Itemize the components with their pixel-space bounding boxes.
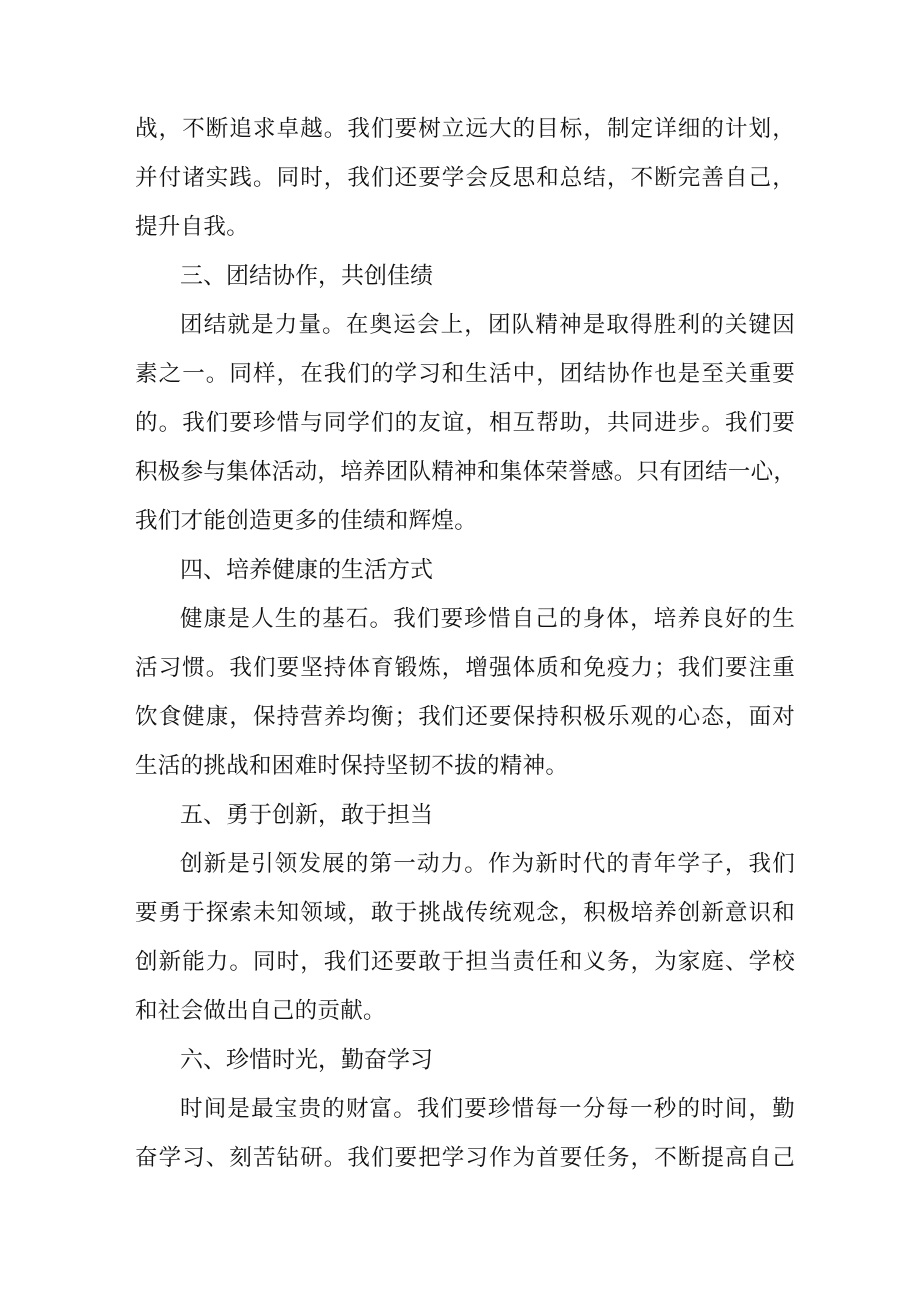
body-text-line: 提升自我。: [135, 214, 250, 240]
section-heading-6: 六、珍惜时光，勤奋学习: [180, 1047, 433, 1073]
body-text-line: 生活的挑战和困难时保持坚韧不拔的精神。: [135, 753, 569, 779]
body-text-line: 积极参与集体活动，培养团队精神和集体荣誉感。只有团结一心，: [135, 459, 797, 485]
body-text-line: 团结就是力量。在奥运会上，团队精神是取得胜利的关键因: [180, 312, 795, 338]
body-text-line: 和社会做出自己的贡献。: [135, 998, 386, 1024]
body-text-line: 战，不断追求卓越。我们要树立远大的目标，制定详细的计划，: [135, 116, 795, 142]
body-text-line: 时间是最宝贵的财富。我们要珍惜每一分每一秒的时间，勤: [180, 1096, 795, 1122]
body-text-line: 要勇于探索未知领域，敢于挑战传统观念，积极培养创新意识和: [135, 900, 795, 926]
body-text-line: 的。我们要珍惜与同学们的友谊，相互帮助，共同进步。我们要: [135, 410, 795, 436]
body-text-line: 素之一。同样，在我们的学习和生活中，团结协作也是至关重要: [135, 361, 795, 387]
body-text-line: 并付诸实践。同时，我们还要学会反思和总结，不断完善自己，: [135, 165, 795, 191]
section-heading-3: 三、团结协作，共创佳绩: [180, 263, 433, 289]
body-text-line: 活习惯。我们要坚持体育锻炼，增强体质和免疫力；我们要注重: [135, 655, 795, 681]
body-text-line: 奋学习、刻苦钻研。我们要把学习作为首要任务，不断提高自己: [135, 1145, 795, 1171]
section-heading-4: 四、培养健康的生活方式: [180, 557, 433, 583]
section-heading-5: 五、勇于创新，敢于担当: [180, 802, 433, 828]
body-text-line: 健康是人生的基石。我们要珍惜自己的身体，培养良好的生: [180, 606, 795, 632]
body-text-line: 我们才能创造更多的佳绩和辉煌。: [135, 508, 478, 534]
body-text-line: 创新是引领发展的第一动力。作为新时代的青年学子，我们: [180, 851, 795, 877]
body-text-line: 饮食健康，保持营养均衡；我们还要保持积极乐观的心态，面对: [135, 704, 795, 730]
body-text-line: 创新能力。同时，我们还要敢于担当责任和义务，为家庭、学校: [135, 949, 795, 975]
